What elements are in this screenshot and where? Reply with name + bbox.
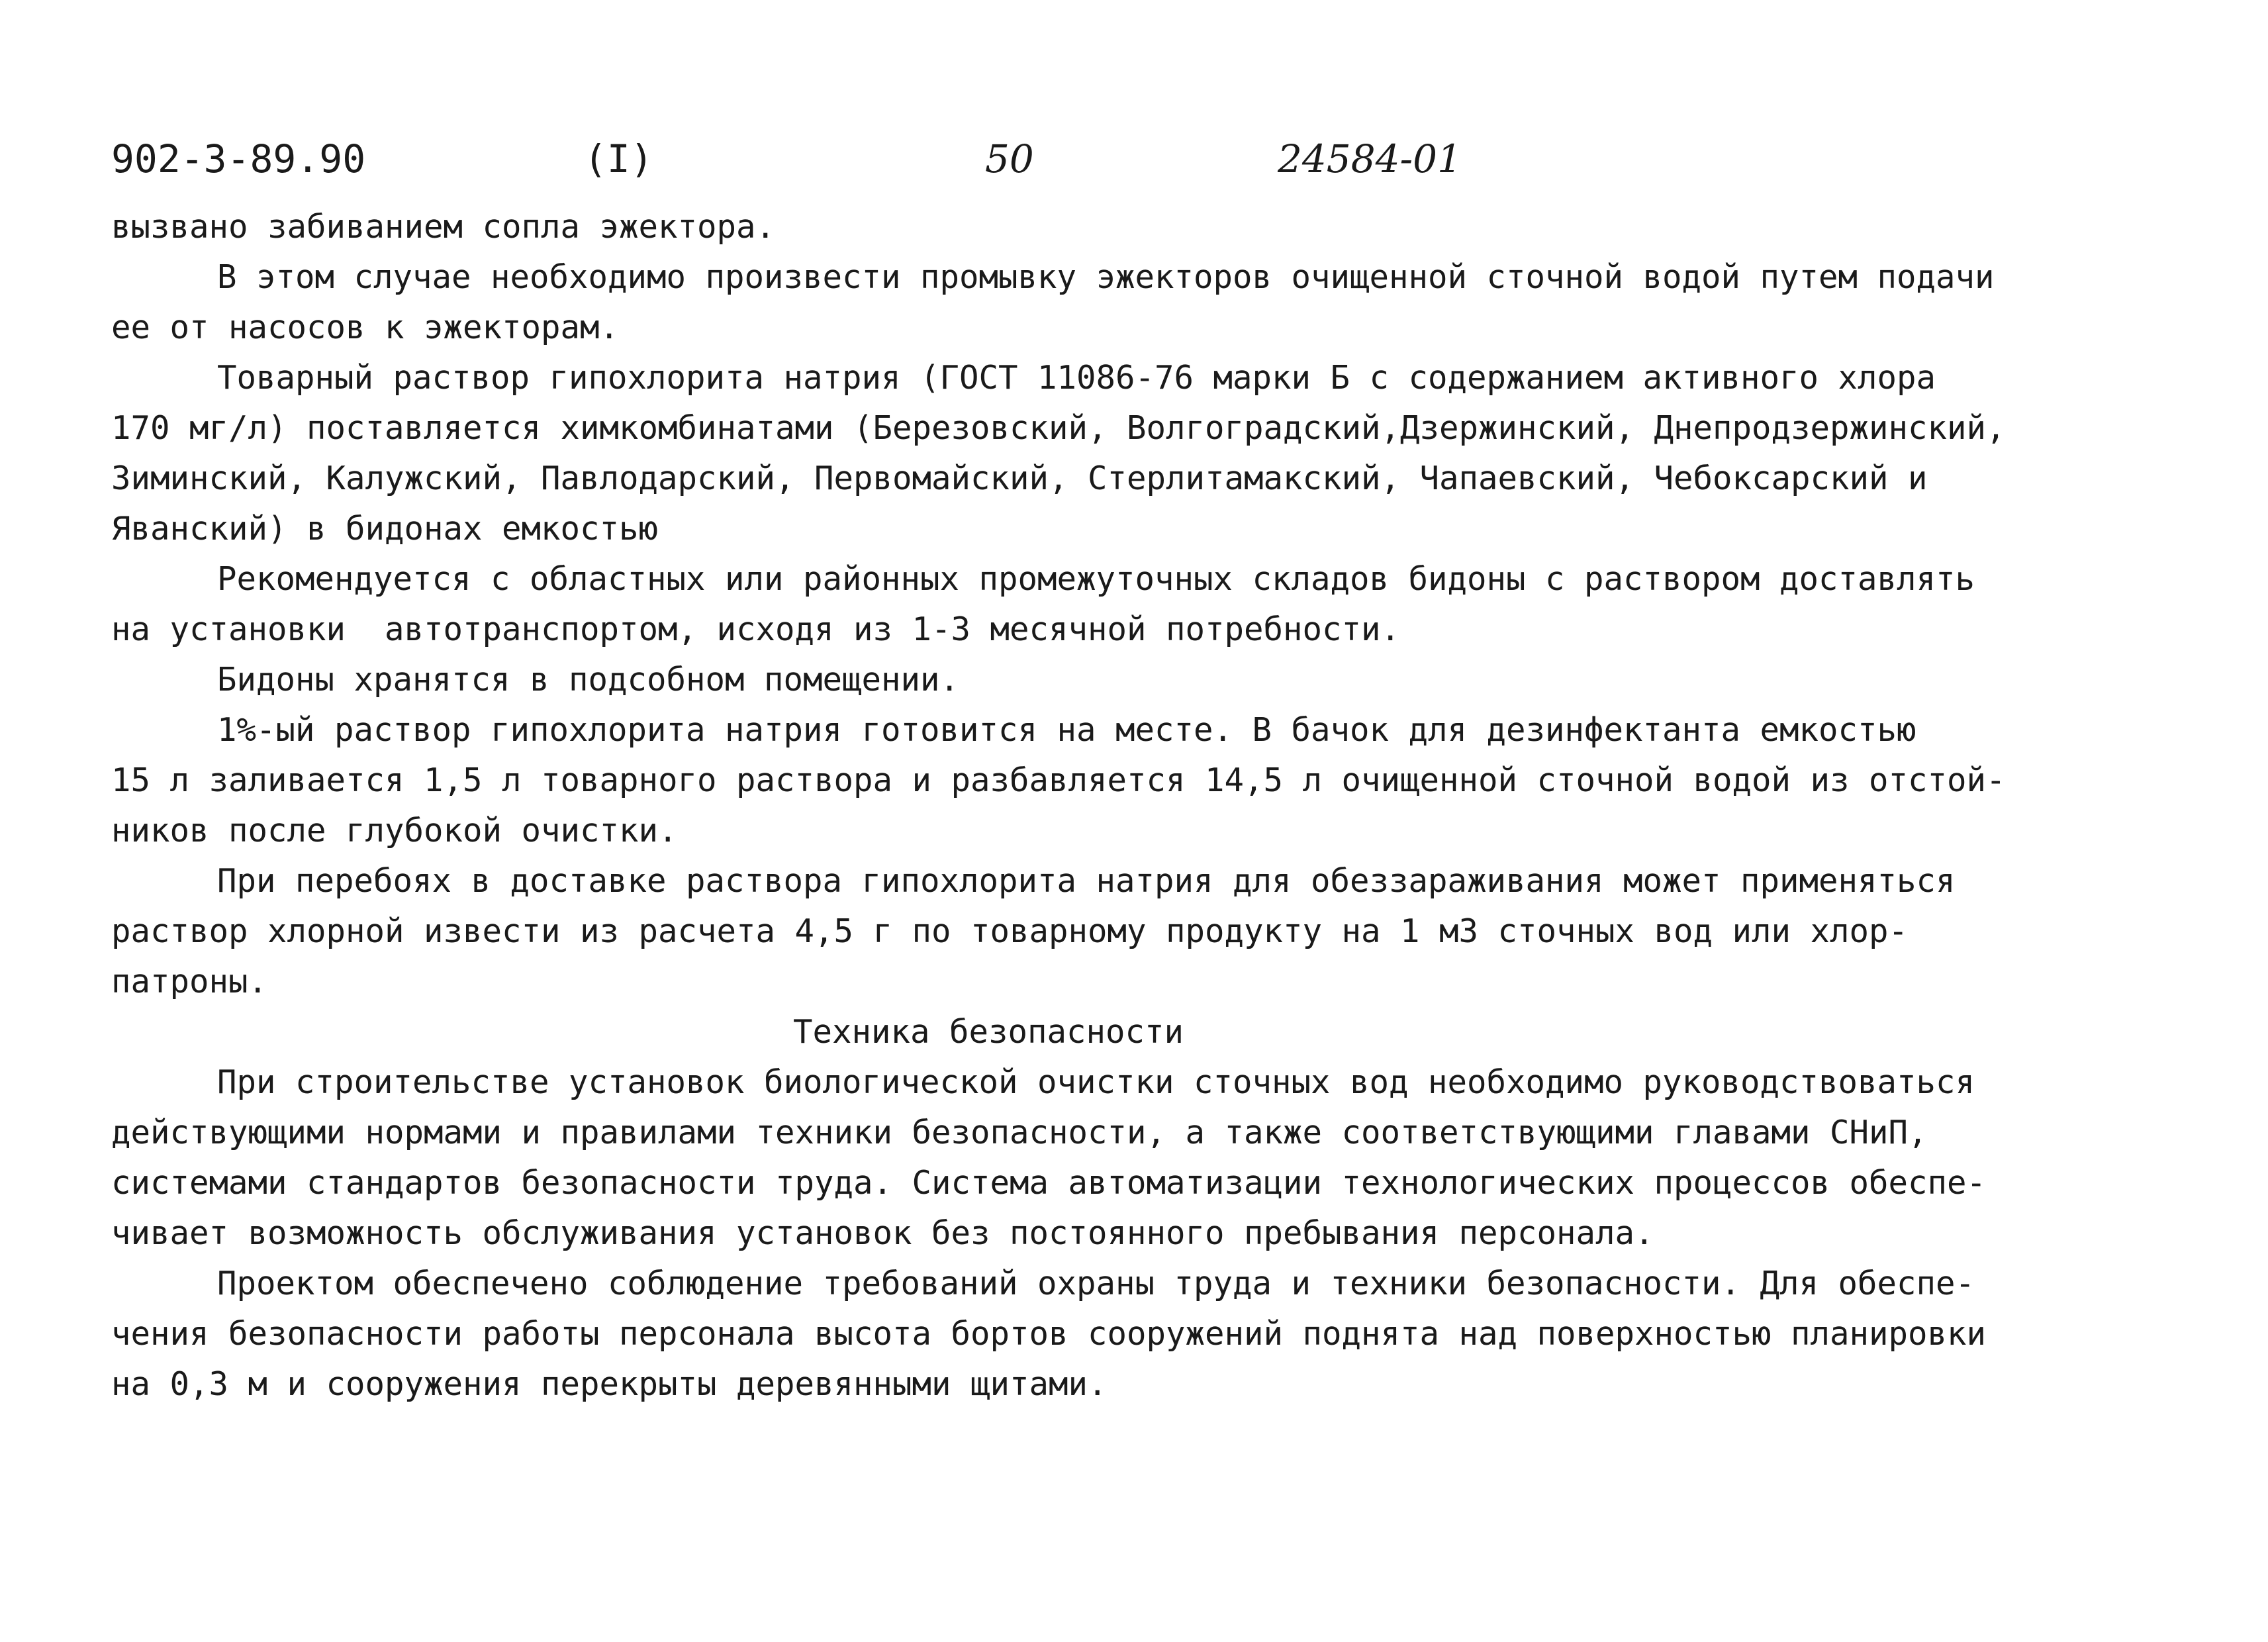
paragraph-start-line: При перебоях в доставке раствора гипохлорита натрия для обеззараживания может применяться bbox=[217, 862, 1956, 900]
paragraph-start-line: При строительстве установок биологической очистки сточных вод необходимо руководствоваться bbox=[217, 1063, 1975, 1101]
paragraph-start-line: Товарный раствор гипохлорита натрия (ГОСТ 11086-76 марки Б с содержанием активного хлора bbox=[217, 359, 1936, 397]
text-line: чения безопасности работы персонала высота бортов сооружений поднята над поверхностью планировки bbox=[111, 1315, 1987, 1353]
text-line: Зиминский, Калужский, Павлодарский, Первомайский, Стерлитамакский, Чапаевский, Чебоксарский и bbox=[111, 459, 1928, 497]
section-heading: Техника безопасности bbox=[793, 1013, 1184, 1051]
document-body bbox=[111, 202, 2110, 1410]
text-line: Яванский) в бидонах емкостью bbox=[111, 510, 659, 548]
text-line: ее от насосов к эжекторам. bbox=[111, 309, 620, 346]
paragraph-start-line: Бидоны хранятся в подсобном помещении. bbox=[217, 661, 960, 699]
part-number: (I) bbox=[584, 136, 653, 181]
text-line: на установки автотранспортом, исходя из 1-3 месячной потребности. bbox=[111, 610, 1401, 648]
text-line: патроны. bbox=[111, 963, 268, 1000]
text-line: на 0,3 м и сооружения перекрыты деревянными щитами. bbox=[111, 1365, 1108, 1403]
inventory-number: 24584-01 bbox=[1278, 136, 1462, 181]
paragraph-start-line: Проектом обеспечено соблюдение требований охраны труда и техники безопасности. Для обеспе- bbox=[217, 1265, 1975, 1302]
text-line: системами стандартов безопасности труда. Система автоматизации технологических процессов обеспе- bbox=[111, 1164, 1987, 1202]
text-line: вызвано забиванием сопла эжектора. bbox=[111, 208, 776, 246]
paragraph-start-line: Рекомендуется с областных или районных промежуточных складов бидоны с раствором доставлять bbox=[217, 560, 1975, 598]
page-number: 50 bbox=[985, 136, 1034, 181]
text-line: 170 мг/л) поставляется химкомбинатами (Березовский, Волгоградский,Дзержинский, Днепродзержинский, bbox=[111, 409, 2006, 447]
text-line: ников после глубокой очистки. bbox=[111, 812, 678, 849]
paragraph-start-line: 1%-ый раствор гипохлорита натрия готовится на месте. В бачок для дезинфектанта емкостью bbox=[217, 711, 1916, 749]
text-line: действующими нормами и правилами техники безопасности, а также соответствующими главами СНиП, bbox=[111, 1114, 1928, 1151]
paragraph-start-line: В этом случае необходимо произвести промывку эжекторов очищенной сточной водой путем подачи bbox=[217, 258, 1995, 296]
text-line: раствор хлорной извести из расчета 4,5 г по товарному продукту на 1 м3 сточных вод или хлор- bbox=[111, 912, 1909, 950]
document-code: 902-3-89.90 bbox=[111, 136, 366, 181]
text-line: чивает возможность обслуживания установок без постоянного пребывания персонала. bbox=[111, 1214, 1654, 1252]
text-line: 15 л заливается 1,5 л товарного раствора и разбавляется 14,5 л очищенной сточной водой из отстой- bbox=[111, 761, 2006, 799]
